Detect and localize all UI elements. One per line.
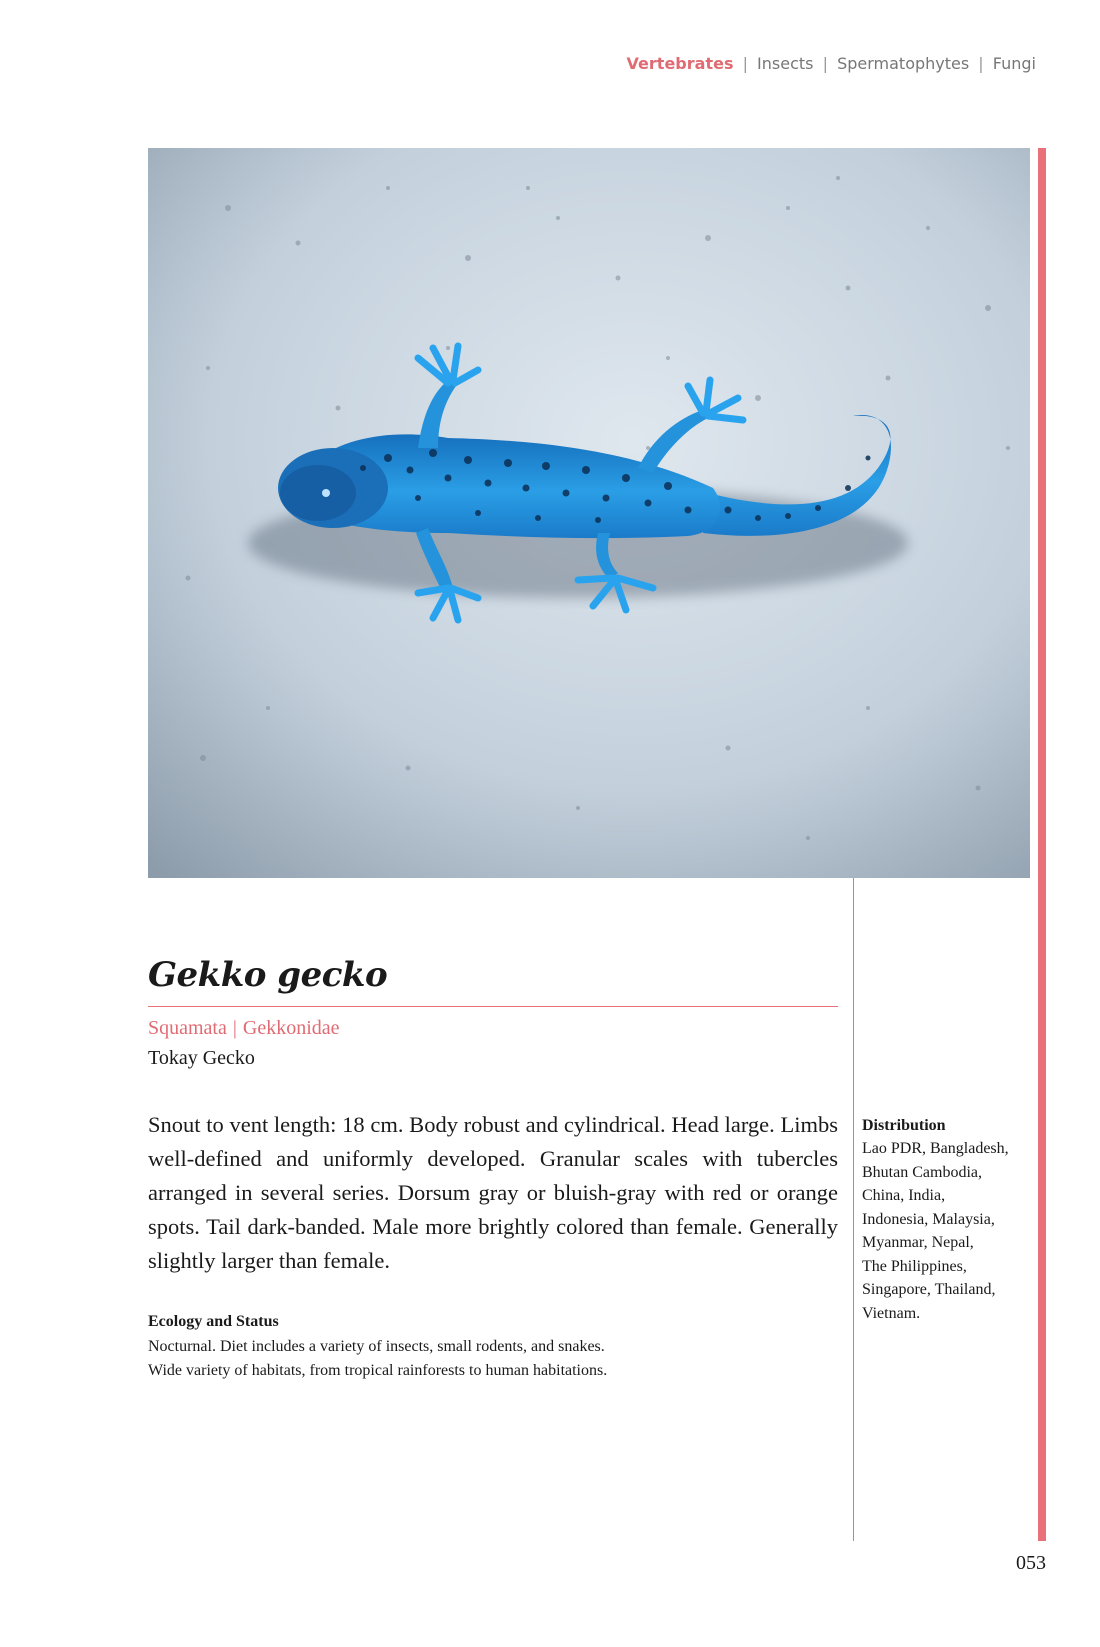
gecko-photo	[148, 148, 1030, 878]
accent-bar	[1038, 148, 1046, 1541]
distribution-line: Vietnam.	[862, 1304, 921, 1322]
distribution-line: China, India,	[862, 1187, 946, 1204]
page-number: 053	[1016, 1552, 1046, 1574]
distribution-line: Indonesia, Malaysia,	[862, 1210, 995, 1228]
section-nav	[627, 54, 1036, 73]
distribution-sidebar	[862, 1115, 1034, 1325]
distribution-heading: Distribution	[862, 1117, 946, 1134]
sidebar-divider	[853, 878, 854, 1541]
nav-separator: |	[978, 54, 984, 73]
gecko-illustration	[148, 148, 1030, 878]
ecology-body	[148, 1335, 848, 1383]
nav-item-vertebrates[interactable]: Vertebrates	[626, 54, 734, 73]
ecology-line: Wide variety of habitats, from tropical rainforests to human habitations.	[148, 1362, 608, 1379]
species-scientific-name: Gekko gecko	[148, 955, 388, 995]
species-common-name: Tokay Gecko	[148, 1047, 255, 1069]
ecology-heading: Ecology and Status	[148, 1313, 279, 1330]
distribution-line: Bhutan Cambodia,	[862, 1163, 982, 1181]
distribution-line: The Philippines,	[862, 1257, 967, 1275]
distribution-line: Singapore, Thailand,	[862, 1281, 996, 1298]
taxonomy-order: Squamata	[148, 1017, 227, 1039]
nav-item-insects[interactable]: Insects	[757, 54, 814, 73]
distribution-line: Lao PDR, Bangladesh,	[862, 1140, 1009, 1157]
nav-item-fungi[interactable]: Fungi	[992, 54, 1036, 73]
nav-separator: |	[822, 54, 828, 73]
taxonomy-family: Gekkonidae	[242, 1017, 340, 1039]
taxonomy-separator: |	[232, 1017, 237, 1039]
nav-item-spermatophytes[interactable]: Spermatophytes	[837, 54, 970, 73]
title-rule	[148, 1006, 838, 1007]
distribution-list	[862, 1137, 1034, 1325]
nav-separator: |	[742, 54, 748, 73]
distribution-line: Myanmar, Nepal,	[862, 1234, 974, 1251]
taxonomy-line	[148, 1017, 340, 1040]
species-description: Snout to vent length: 18 cm. Body robust and cylindrical. Head large. Limbs well-defined and uniformly developed. Granular scales with tubercles arranged in several series. Dorsum gray or bluish-gray with red or orange spots. Tail dark-banded. Male more brightly colored than female. Generally slightly larger than female.	[148, 1112, 838, 1273]
ecology-line: Nocturnal. Diet includes a variety of insects, small rodents, and snakes.	[148, 1338, 605, 1355]
